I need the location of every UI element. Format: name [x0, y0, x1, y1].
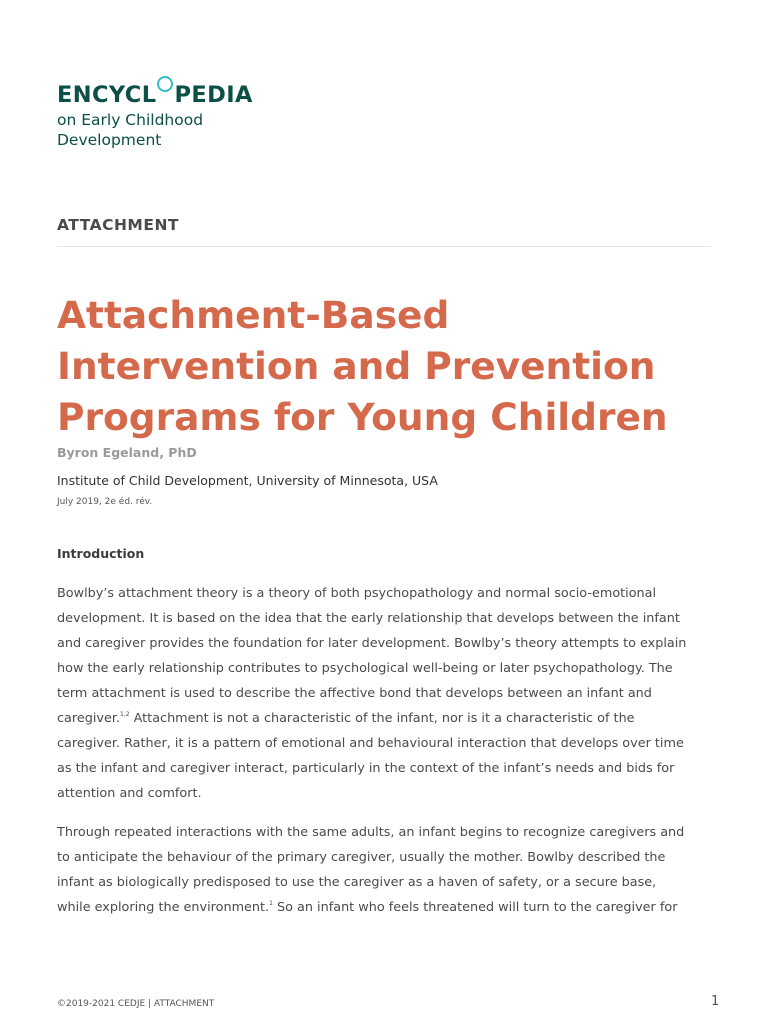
line-text: caregiver. — [57, 711, 121, 726]
paragraph-line: Bowlby’s attachment theory is a theory of both psychopathology and normal socio-emotional — [57, 586, 657, 601]
paragraph-line: to anticipate the behaviour of the primary caregiver, usually the mother. Bowlby described the — [57, 850, 666, 865]
publication-date: July 2019, 2e éd. rév. — [57, 497, 153, 507]
author-name: Byron Egeland, PhD — [57, 445, 197, 460]
line-text: So an infant who feels threatened will turn to the caregiver for — [272, 900, 678, 915]
encyclopedia-logo — [57, 80, 253, 150]
section-heading-introduction: Introduction — [57, 546, 145, 561]
paragraph-line: term attachment is used to describe the affective bond that develops between an infant and — [57, 686, 652, 701]
article-title — [57, 290, 737, 443]
paragraph-line: as the infant and caregiver interact, particularly in the context of the infant’s needs and bids for — [57, 761, 675, 776]
section-divider — [57, 246, 711, 247]
paragraph-line: how the early relationship contributes to psychological well-being or later psychopathology. The — [57, 661, 673, 676]
logo-circle-icon — [157, 76, 173, 92]
paragraph-line: infant as biologically predisposed to use the caregiver as a haven of safety, or a secure base, — [57, 875, 657, 890]
line-text: Attachment is not a characteristic of the infant, nor is it a characteristic of the — [129, 711, 635, 726]
paragraph-line: attention and comfort. — [57, 786, 202, 801]
title-line-1: Attachment-Based — [57, 293, 450, 337]
line-text: while exploring the environment. — [57, 900, 270, 915]
logo-wordmark — [57, 80, 253, 110]
section-label: ATTACHMENT — [57, 216, 179, 234]
paragraph-line: development. It is based on the idea that the early relationship that develops between the infant — [57, 611, 680, 626]
title-line-2: Intervention and Prevention — [57, 344, 656, 388]
paragraph-1 — [57, 581, 717, 806]
paragraph-2 — [57, 820, 717, 920]
citation-superscript[interactable]: 1 — [269, 900, 273, 907]
paragraph-line: caregiver. Rather, it is a pattern of emotional and behavioural interaction that develops over time — [57, 736, 684, 751]
page-number: 1 — [711, 994, 720, 1009]
logo-word-end: PEDIA — [174, 82, 253, 108]
paragraph-line: Through repeated interactions with the same adults, an infant begins to recognize caregivers and — [57, 825, 685, 840]
title-line-3: Programs for Young Children — [57, 395, 668, 439]
logo-subtitle-line1: on Early Childhood — [57, 111, 204, 129]
paragraph-line — [57, 706, 717, 731]
logo-subtitle-line2: Development — [57, 131, 162, 149]
paragraph-line: and caregiver provides the foundation for later development. Bowlby’s theory attempts to explain — [57, 636, 687, 651]
logo-word-start: ENCYCL — [57, 82, 157, 108]
paragraph-line — [57, 895, 717, 920]
footer-copyright: ©2019-2021 CEDJE | ATTACHMENT — [57, 999, 215, 1009]
citation-superscript[interactable]: 1,2 — [120, 711, 130, 718]
author-affiliation: Institute of Child Development, University of Minnesota, USA — [57, 473, 438, 488]
